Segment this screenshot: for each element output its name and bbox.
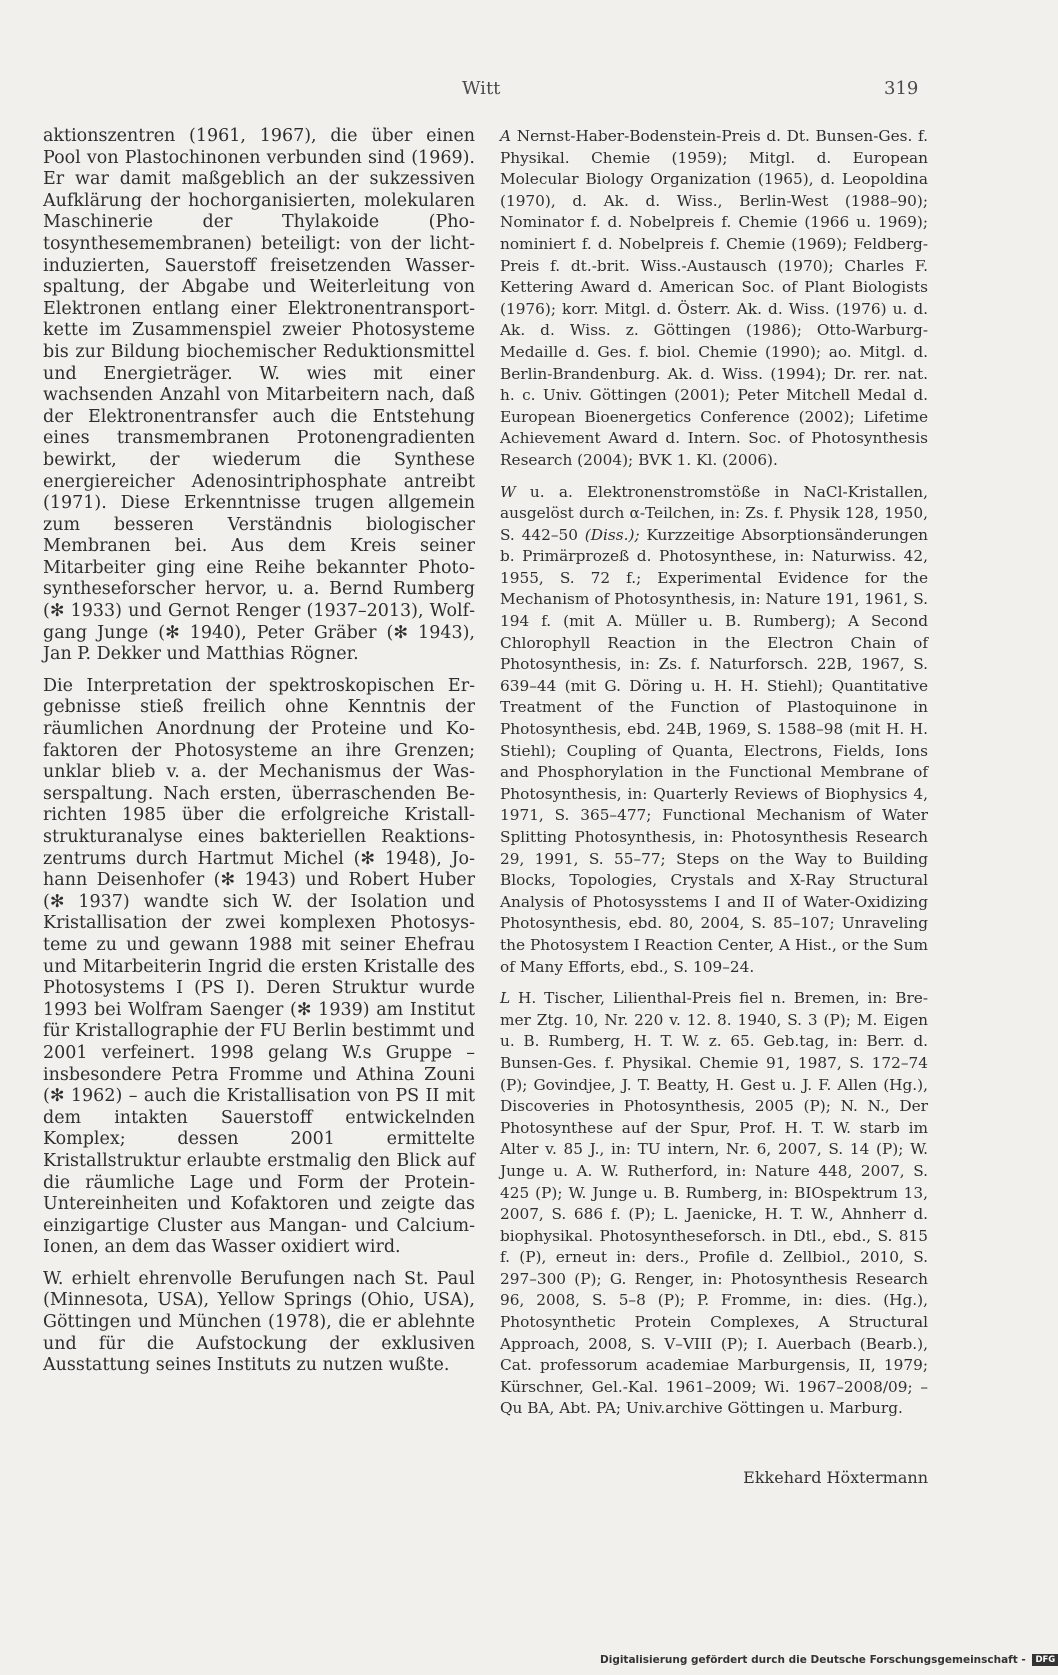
left-column	[43, 126, 475, 1387]
footer-text: Digitalisierung gefördert durch die Deutsche Forschungsgemeinschaft -	[600, 1654, 1026, 1666]
paragraph: W. erhielt ehrenvolle Berufungen nach St. Paul (Minnesota, USA), Yellow Springs (Ohio, USA), Göttingen und München (1978), die er ablehnte und für die Aufstockung der exklusiven Ausstattung seines Instituts zu nutzen wußte.	[43, 1268, 475, 1376]
works-diss: (Diss.);	[584, 525, 640, 544]
literature-tag: L	[500, 989, 511, 1008]
paragraph: Die Interpretation der spektroskopischen Ergebnisse stieß freilich ohne Kenntnis der räumlichen Anordnung der Proteine und Kofaktoren der Photosysteme an ihre Grenzen; unklar blieb v. a. der Mechanismus der Wasserspaltung. Nach ersten, überraschenden Berichten 1985 über die erfolgreiche Kristallstrukturanalyse eines bakteriellen Reaktionszentrums durch Hartmut Michel (✻ 1948), Johann Deisenhofer (✻ 1943) und Robert Huber (✻ 1937) wandte sich W. der Isolation und Kristallisation der zwei komplexen Photosysteme zu und gewann 1988 mit seiner Ehefrau und Mitarbeiterin Ingrid die ersten Kristalle des Photosystems I (PS I). Deren Struktur wurde 1993 bei Wolfram Saenger (✻ 1939) am Institut für Kristallographie der FU Berlin bestimmt und 2001 verfeinert. 1998 gelang W.s Gruppe – insbesondere Petra Fromme und Athina Zouni (✻ 1962) – auch die Kristallisation von PS II mit dem intakten Sauerstoff entwickelnden Komplex; dessen 2001 ermittelte Kristallstruktur erlaubte erstmalig den Blick auf die räumliche Lage und Form der Protein-Untereinheiten und Kofaktoren und zeigte das einzigartige Cluster aus Mangan- und Calcium-Ionen, an dem das Wasser oxidiert wird.	[43, 675, 475, 1258]
awards-tag: A	[500, 127, 512, 145]
page-number: 319	[884, 78, 919, 99]
literature-text: H. Tischer, Lilienthal-Preis fiel n. Bremen, in: Bremer Ztg. 10, Nr. 220 v. 12. 8. 1940, S. 3 (P); M. Eigen u. B. Rumberg, H. T. W. z. 65. Geb.tag, in: Berr. d. Bunsen-Ges. f. Physikal. Chemie 91, 1987, S. 172–74 (P); Govindjee, J. T. Beatty, H. Gest u. J. F. Allen (Hg.), Discoveries in Photosynthesis, 2005 (P); N. N., Der Photosynthese auf der Spur, Prof. H. T. W. starb im Alter v. 85 J., in: TU intern, Nr. 6, 2007, S. 14 (P); W. Junge u. A. W. Rutherford, in: Nature 448, 2007, S. 425 (P); W. Junge u. B. Rumberg, in: BIOspektrum 13, 2007, S. 686 f. (P); L. Jaenicke, H. T. W., Ahnherr d. biophysikal. Photosyntheseforsch. in Dtl., ebd., S. 815 f. (P), erneut in: ders., Profile d. Zellbiol., 2010, S. 297–300 (P); G. Renger, in: Photosynthesis Research 96, 2008, S. 5–8 (P); P. Fromme, in: dies. (Hg.), Photosynthetic Protein Complexes, A Structural Approach, 2008, S. V–VIII (P); I. Auerbach (Bearb.), Cat. professorum academiae Marburgensis, II, 1979; Kürschner, Gel.-Kal. 1961–2009; Wi. 1967–2008/09; – Qu BA, Abt. PA; Univ.archive Göttingen u. Marburg.	[500, 989, 928, 1418]
paragraph: aktionszentren (1961, 1967), die über einen Pool von Plastochinonen verbunden sind (1969). Er war damit maßgeblich an der sukzessiven Aufklärung der hochorganisierten, molekularen Maschinerie der Thylakoide (Photosynthesemembranen) beteiligt: von der lichtinduzierten, Sauerstoff freisetzenden Wasserspaltung, der Abgabe und Weiterleitung von Elektronen entlang einer Elektronentransportkette im Zusammenspiel zweier Photosysteme bis zur Bildung biochemischer Reduktionsmittel und Energieträger. W. wies mit einer wachsenden Anzahl von Mitarbeitern nach, daß der Elektronentransfer auch die Entstehung eines transmembranen Protonengradienten bewirkt, der wiederum die Synthese energiereicher Adenosintriphosphate antreibt (1971). Diese Erkenntnisse trugen allgemein zum besseren Verständnis biologischer Membranen bei. Aus dem Kreis seiner Mitarbeiter ging eine Reihe bekannter Photosyntheseforscher hervor, u. a. Bernd Rumberg (✻ 1933) und Gernot Renger (1937–2013), Wolfgang Junge (✻ 1940), Peter Gräber (✻ 1943), Jan P. Dekker und Matthias Rögner.	[43, 126, 475, 665]
running-head	[0, 78, 1000, 108]
works-text-before: u. a. Elektronenstromstöße in NaCl-Kristallen, ausgelöst durch α-Teilchen, in: Zs. f. Physik 128, 1950, S. 442–50	[500, 482, 928, 544]
right-column	[500, 126, 928, 1430]
works-entry	[500, 482, 928, 979]
digitization-footer	[600, 1654, 1056, 1672]
dfg-logo: DFG	[1032, 1654, 1058, 1666]
awards-text: Nernst-Haber-Bodenstein-Preis d. Dt. Bunsen-Ges. f. Physikal. Chemie (1959); Mitgl. d. European Molecular Biology Organization (1965), d. Leopoldina (1970), d. Ak. d. Wiss., Berlin-West (1988–90); Nominator f. d. Nobelpreis f. Chemie (1966 u. 1969); nominiert f. d. Nobelpreis f. Chemie (1969); Feldberg-Preis f. dt.-brit. Wiss.-Austausch (1970); Charles F. Kettering Award d. American Soc. of Plant Biologists (1976); korr. Mitgl. d. Österr. Ak. d. Wiss. (1976) u. d. Ak. d. Wiss. z. Göttingen (1986); Otto-Warburg-Medaille d. Ges. f. biol. Chemie (1990); ao. Mitgl. d. Berlin-Brandenburg. Ak. d. Wiss. (1994); Dr. rer. nat. h. c. Univ. Göttingen (2001); Peter Mitchell Medal d. European Bioenergetics Conference (2002); Lifetime Achievement Award d. Intern. Soc. of Photosynthesis Research (2004); BVK 1. Kl. (2006).	[500, 127, 928, 469]
literature-entry	[500, 988, 928, 1420]
running-title: Witt	[462, 78, 501, 99]
works-tag: W	[500, 482, 516, 501]
awards-entry	[500, 126, 928, 472]
author-signature: Ekkehard Höxtermann	[743, 1468, 928, 1487]
works-text-after: Kurzzeitige Absorptionsänderungen b. Primärprozeß d. Photosynthese, in: Naturwiss. 42, 1955, S. 72 f.; Experimental Evidence for the Mechanism of Photosynthesis, in: Nature 191, 1961, S. 194 f. (mit A. Müller u. B. Rumberg); A Second Chlorophyll Reaction in the Electron Chain of Photosynthesis, in: Zs. f. Naturforsch. 22B, 1967, S. 639–44 (mit G. Döring u. H. H. Stiehl); Quantitative Treatment of the Function of Plastoquinone in Photosynthesis, ebd. 24B, 1969, S. 1588–98 (mit H. H. Stiehl); Coupling of Quanta, Electrons, Fields, Ions and Phosphorylation in the Functional Membrane of Photosynthesis, in: Quarterly Reviews of Biophysics 4, 1971, S. 365–477; Functional Mechanism of Water Splitting Photosynthesis, in: Photosynthesis Research 29, 1991, S. 55–77; Steps on the Way to Building Blocks, Topologies, Crystals and X-Ray Structural Analysis of Photosysstems I and II of Water-Oxidizing Photosynthesis, ebd. 80, 2004, S. 85–107; Unraveling the Photosystem I Reaction Center, A Hist., or the Sum of Many Efforts, ebd., S. 109–24.	[500, 525, 928, 976]
